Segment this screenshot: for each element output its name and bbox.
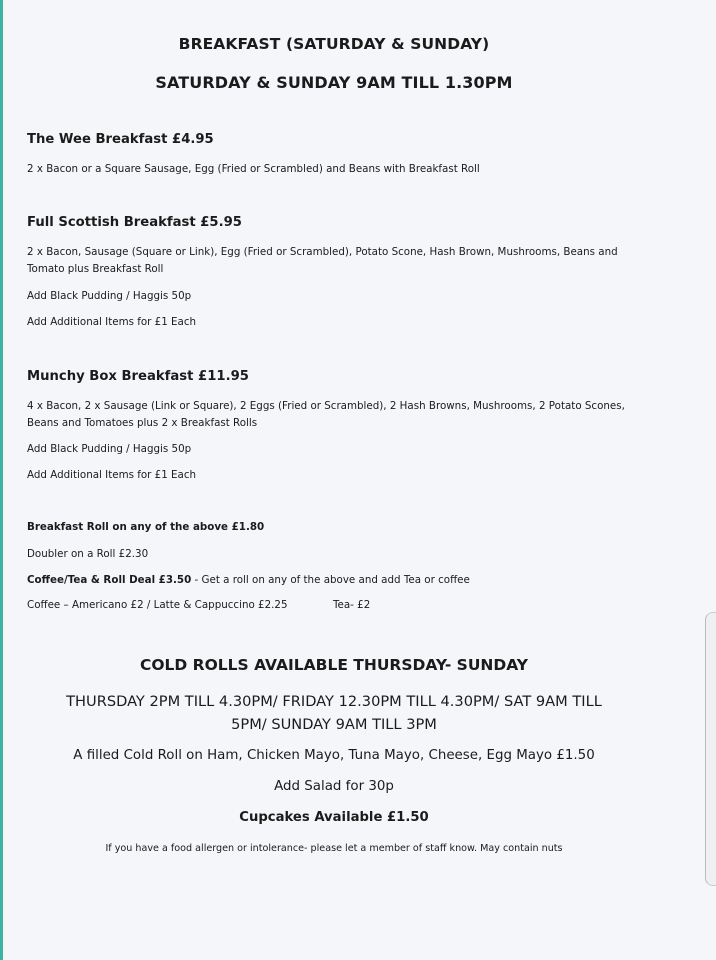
item-full-scottish-description: 2 x Bacon, Sausage (Square or Link), Egg (Fried or Scrambled), Potato Scone, Hash Brown, Mushrooms, Beans and Tomato plus Breakfast Roll <box>27 246 618 275</box>
item-wee-breakfast-title: The Wee Breakfast £4.95 <box>27 132 214 147</box>
extra-breakfast-roll: Breakfast Roll on any of the above £1.80 <box>27 521 265 533</box>
extra-coffee-prices: Coffee – Americano £2 / Latte & Cappuccino £2.25 <box>27 599 288 611</box>
menu-hours: SATURDAY & SUNDAY 9AM TILL 1.30PM <box>155 73 513 92</box>
cold-rolls-title: COLD ROLLS AVAILABLE THURSDAY- SUNDAY <box>139 656 529 674</box>
cold-rolls-hours <box>0 690 668 736</box>
item-munchy-box-addon-pudding: Add Black Pudding / Haggis 50p <box>27 443 192 455</box>
allergen-notice: If you have a food allergen or intolerance- please let a member of staff know. May contain nuts <box>105 843 563 854</box>
item-full-scottish-addon-items: Add Additional Items for £1 Each <box>27 316 197 328</box>
item-munchy-box-addon-items: Add Additional Items for £1 Each <box>27 469 197 481</box>
extra-tea-price: Tea- £2 <box>333 599 371 611</box>
extra-roll-deal-details: - Get a roll on any of the above and add Tea or coffee <box>191 574 470 586</box>
extra-roll-deal-title: Coffee/Tea & Roll Deal £3.50 <box>27 574 192 586</box>
item-full-scottish-title: Full Scottish Breakfast £5.95 <box>27 215 242 230</box>
cold-roll-salad: Add Salad for 30p <box>274 779 394 794</box>
item-munchy-box-description: 4 x Bacon, 2 x Sausage (Link or Square), 2 Eggs (Fried or Scrambled), 2 Hash Browns, Mushrooms, 2 Potato Scones, Beans and Tomatoes plus 2 x Breakfast Rolls <box>27 400 625 429</box>
item-munchy-box-title: Munchy Box Breakfast £11.95 <box>27 369 249 384</box>
extra-roll-deal <box>27 572 652 589</box>
cold-rolls-hours-line-1: THURSDAY 2PM TILL 4.30PM/ FRIDAY 12.30PM TILL 4.30PM/ SAT 9AM TILL <box>66 693 602 710</box>
cupcakes-notice: Cupcakes Available £1.50 <box>239 810 429 825</box>
cold-rolls-hours-line-2: 5PM/ SUNDAY 9AM TILL 3PM <box>231 716 437 733</box>
extra-doubler: Doubler on a Roll £2.30 <box>27 548 149 560</box>
menu-title: BREAKFAST (SATURDAY & SUNDAY) <box>178 35 490 53</box>
cold-roll-fillings: A filled Cold Roll on Ham, Chicken Mayo, Tuna Mayo, Cheese, Egg Mayo £1.50 <box>73 748 595 763</box>
item-wee-breakfast-description: 2 x Bacon or a Square Sausage, Egg (Fried or Scrambled) and Beans with Breakfast Roll <box>27 163 480 175</box>
item-full-scottish-addon-pudding: Add Black Pudding / Haggis 50p <box>27 290 192 302</box>
